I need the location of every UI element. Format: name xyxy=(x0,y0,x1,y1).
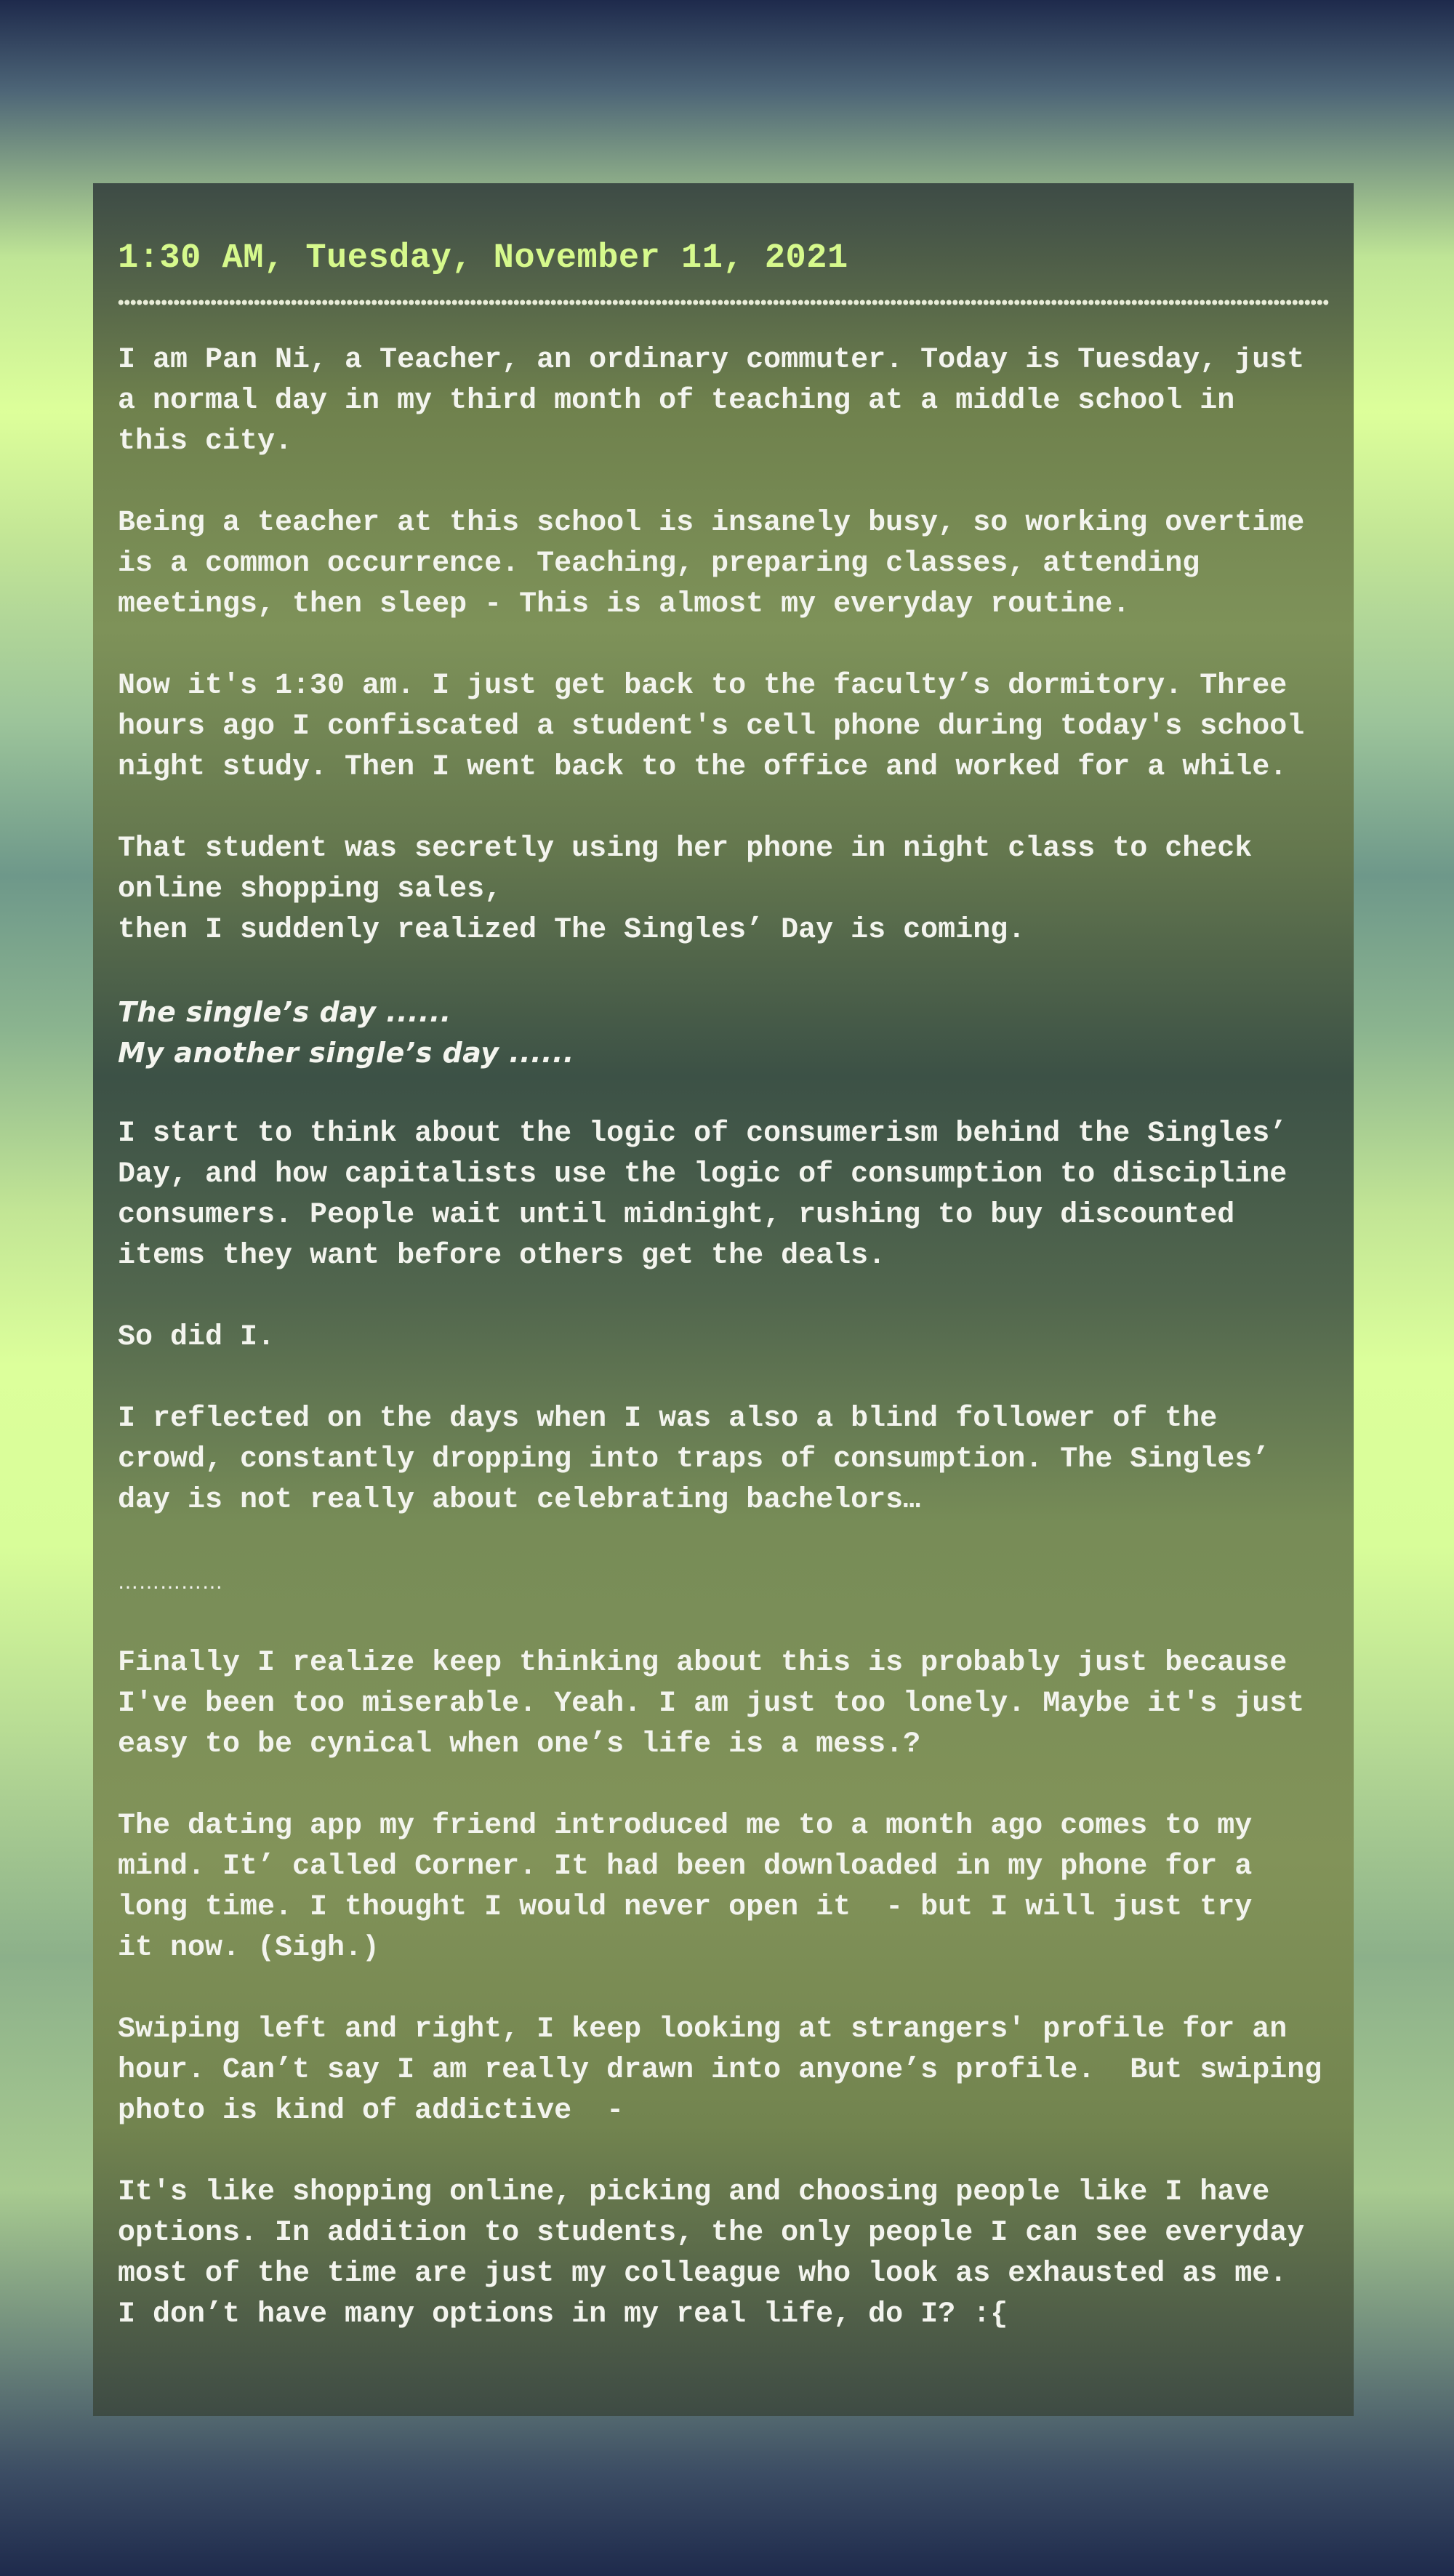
callout-line-1: The single’s day ...... xyxy=(118,996,451,1029)
ellipsis-separator: …………… xyxy=(118,1570,223,1594)
diary-panel xyxy=(93,183,1354,2416)
paragraph-student-phone: That student was secretly using her phone in night class to check online shopping sales, then I suddenly realized The Singles’ Day is coming. xyxy=(118,832,1253,947)
entry-title: 1:30 AM, Tuesday, November 11, 2021 xyxy=(118,239,848,278)
paragraph-options: It's like shopping online, picking and choosing people like I have options. In addition to students, the only people I can see everyday most of the time are just my colleague who look as exhausted as me. I don’t have many options in my real life, do I? :{ xyxy=(118,2176,1305,2332)
singles-day-callout xyxy=(118,992,1329,1073)
paragraph-intro: I am Pan Ni, a Teacher, an ordinary commuter. Today is Tuesday, just a normal day in my third month of teaching at a middle school in this city. xyxy=(118,344,1305,459)
paragraph-dating-app: The dating app my friend introduced me to a month ago comes to my mind. It’ called Corner. It had been downloaded in my phone for a long time. I thought I would never open it - but I will just try it now. (Sigh.) xyxy=(118,1810,1253,1965)
paragraph-lonely: Finally I realize keep thinking about this is probably just because I've been too miserable. Yeah. I am just too lonely. Maybe it's just easy to be cynical when one’s life is a mess.? xyxy=(118,1647,1305,1762)
dotted-divider xyxy=(118,298,1329,307)
paragraph-dormitory: Now it's 1:30 am. I just get back to the faculty’s dormitory. Three hours ago I confiscated a student's cell phone during today's school night study. Then I went back to the office and worked for a while. xyxy=(118,670,1305,785)
paragraph-so-did-i: So did I. xyxy=(118,1321,276,1355)
callout-line-2: My another single’s day ...... xyxy=(118,1037,574,1070)
paragraph-routine: Being a teacher at this school is insanely busy, so working overtime is a common occurrence. Teaching, preparing classes, attending meetings, then sleep - This is almost my everyday routine. xyxy=(118,507,1305,622)
paragraph-reflection: I reflected on the days when I was also a blind follower of the crowd, constantly dropping into traps of consumption. The Singles’ day is not really about celebrating bachelors… xyxy=(118,1403,1270,1517)
paragraph-swiping: Swiping left and right, I keep looking at strangers' profile for an hour. Can’t say I am really drawn into anyone’s profile. But swiping photo is kind of addictive - xyxy=(118,2013,1322,2128)
paragraph-consumerism: I start to think about the logic of consumerism behind the Singles’ Day, and how capitalists use the logic of consumption to discipline consumers. People wait until midnight, rushing to buy discounted items they want before others get the deals. xyxy=(118,1118,1288,1273)
